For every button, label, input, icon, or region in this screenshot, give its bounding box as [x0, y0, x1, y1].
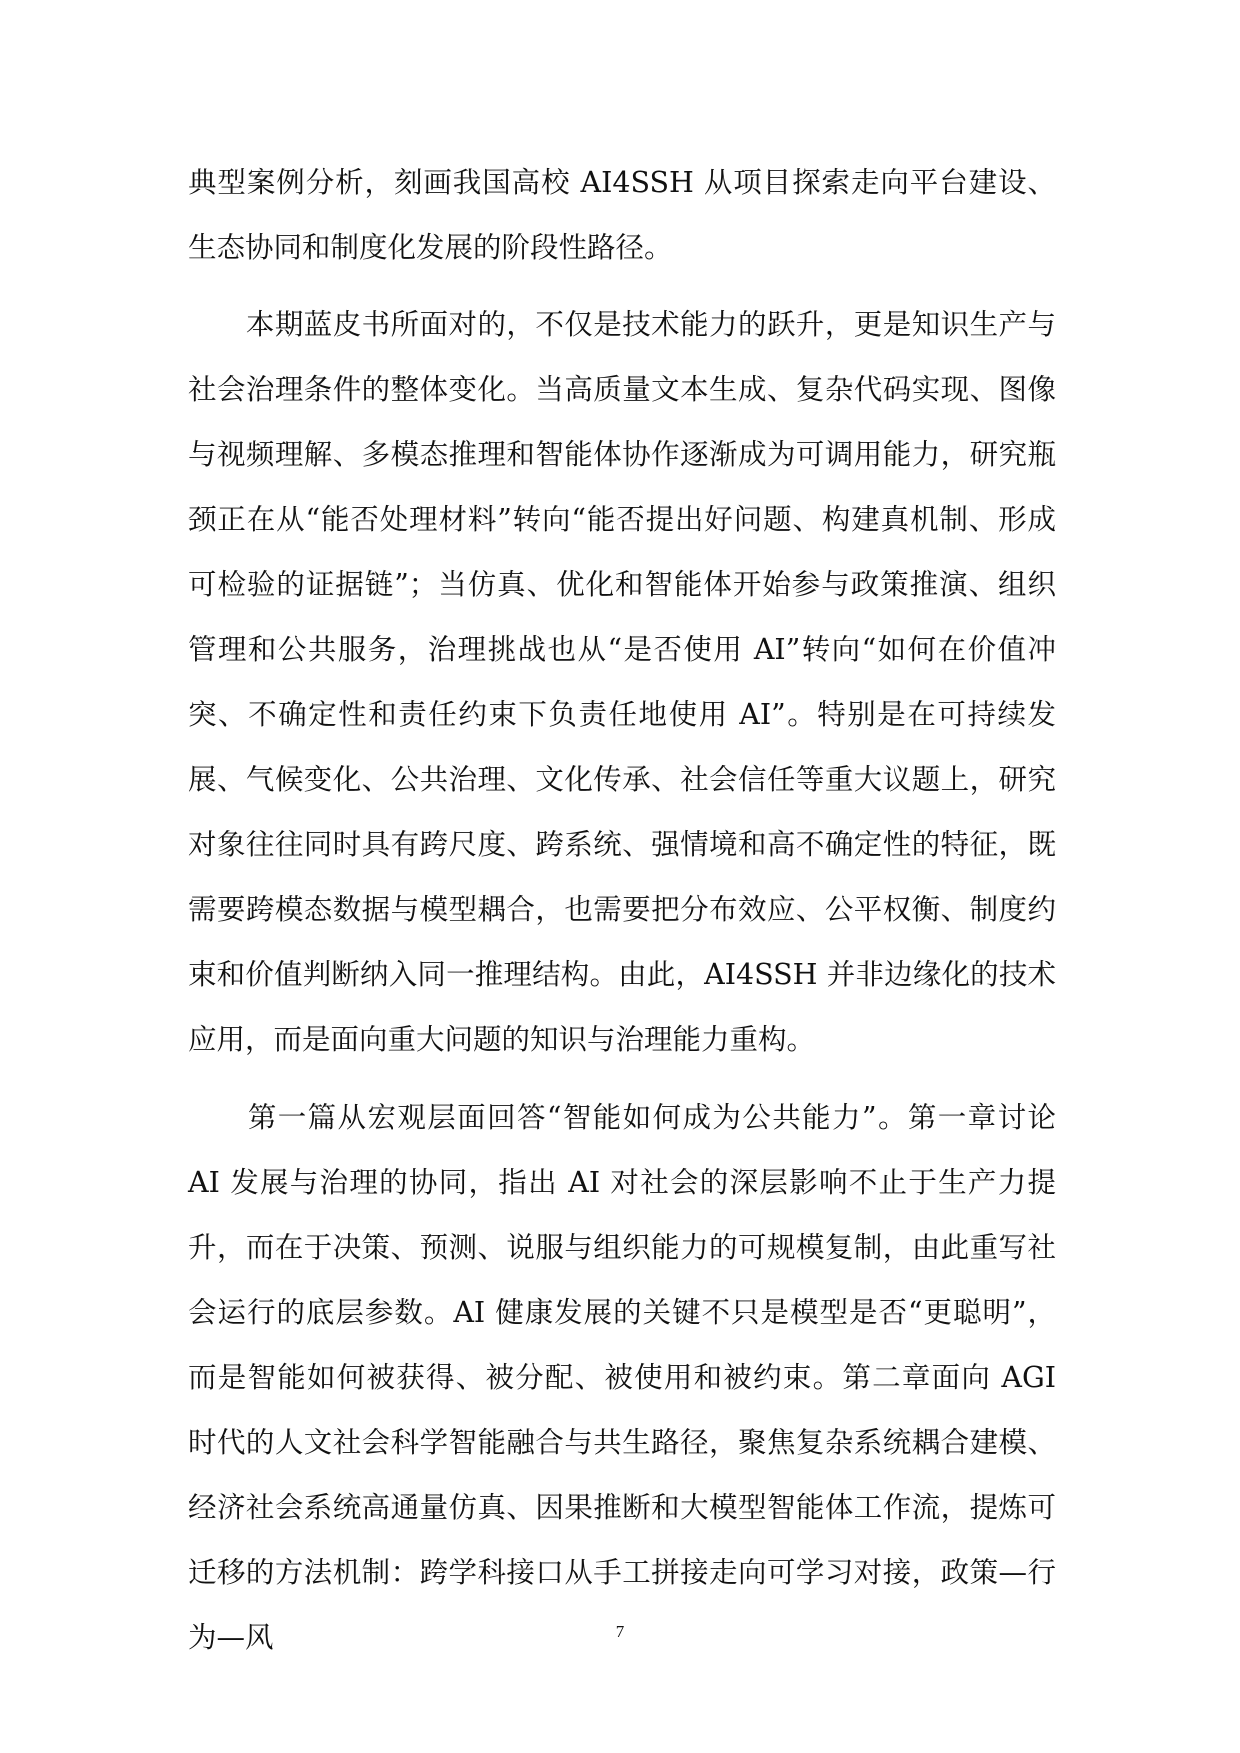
paragraph-3: 第一篇从宏观层面回答“智能如何成为公共能力”。第一章讨论 AI 发展与治理的协同，指出 AI 对社会的深层影响不止于生产力提升，而在于决策、预测、说服与组织能力的可规模复制，由此重写社会运行的底层参数。AI 健康发展的关键不只是模型是否“更聪明”，而是智能如何被获得、被分配、被使用和被约束。第二章面向 AGI 时代的人文社会科学智能融合与共生路径，聚焦复杂系统耦合建模、经济社会系统高通量仿真、因果推断和大模型智能体工作流，提炼可迁移的方法机制：跨学科接口从手工拼接走向可学习对接，政策—行为—风 [188, 1101, 1056, 1654]
paragraph-1: 典型案例分析，刻画我国高校 AI4SSH 从项目探索走向平台建设、生态协同和制度化发展的阶段性路径。 [188, 166, 1056, 264]
page-number: 7 [615, 1622, 625, 1641]
paragraph-2: 本期蓝皮书所面对的，不仅是技术能力的跃升，更是知识生产与社会治理条件的整体变化。当高质量文本生成、复杂代码实现、图像与视频理解、多模态推理和智能体协作逐渐成为可调用能力，研究瓶颈正在从“能否处理材料”转向“能否提出好问题、构建真机制、形成可检验的证据链”；当仿真、优化和智能体开始参与政策推演、组织管理和公共服务，治理挑战也从“是否使用 AI”转向“如何在价值冲突、不确定性和责任约束下负责任地使用 AI”。特别是在可持续发展、气候变化、公共治理、文化传承、社会信任等重大议题上，研究对象往往同时具有跨尺度、跨系统、强情境和高不确定性的特征，既需要跨模态数据与模型耦合，也需要把分布效应、公平权衡、制度约束和价值判断纳入同一推理结构。由此，AI4SSH 并非边缘化的技术应用，而是面向重大问题的知识与治理能力重构。 [188, 308, 1056, 1056]
